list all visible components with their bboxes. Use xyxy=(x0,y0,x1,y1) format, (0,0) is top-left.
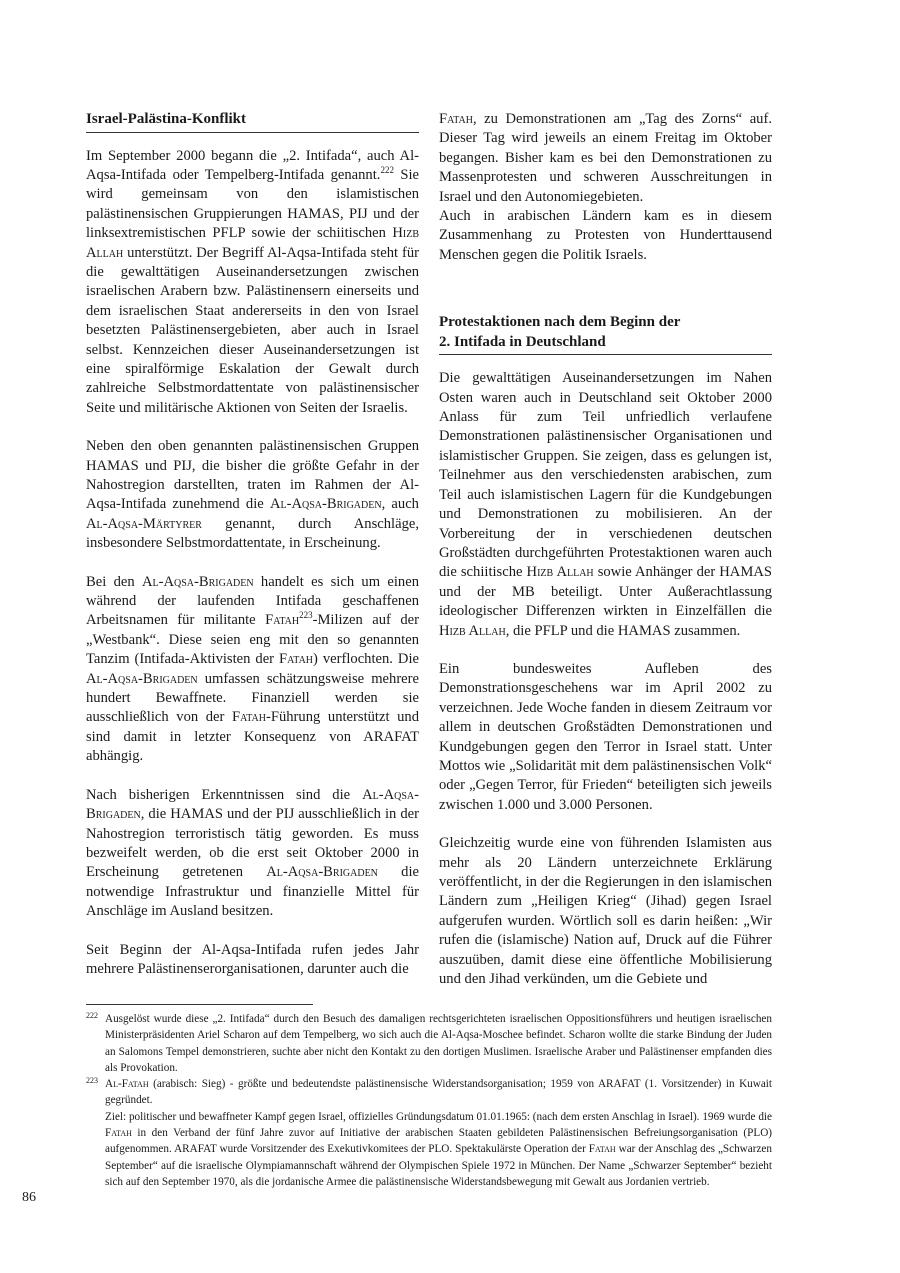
text: , die PFLP und die HAMAS zusammen. xyxy=(505,622,741,639)
text: Sie wird gemeinsam von den islamistischen palästinensischen Gruppierungen HAMAS, PIJ und der linksextremistischen PFLP sowie der schiitischen xyxy=(86,166,419,242)
organization-name: Hizb Allah xyxy=(526,564,594,581)
paragraph: Ein bundesweites Aufleben des Demonstrationsgeschehens war im April 2002 zu verzeichnen. Jede Woche fanden in diesem Zeitraum vor allem in deutschen Großstädten Demonstrationen und Kundgebungen gegen den Terror in Israel statt. Unter Mottos wie „Solidarität mit dem palästinensischen Volk“ oder „Gegen Terror, für Frieden“ beteiligten sich jeweils zwischen 1.000 und 3.000 Personen. xyxy=(439,660,772,813)
paragraph xyxy=(86,437,419,553)
text: , auch xyxy=(381,496,419,513)
paragraph xyxy=(86,573,419,767)
organization-name: Al-Aqsa-Brigaden xyxy=(266,864,378,881)
paragraph xyxy=(439,110,772,207)
footnote-reference[interactable]: 222 xyxy=(380,164,394,175)
text: ) verflochten. Die xyxy=(313,651,419,668)
text: genannt, durch Anschläge, insbesondere Selbstmordattentate, in Erscheinung. xyxy=(86,515,419,552)
heading-line: 2. Intifada in Deutschland xyxy=(439,333,606,350)
organization-name: Fatah xyxy=(265,612,300,629)
text: die notwendige Infrastruktur und finanzielle Mittel für Anschläge im Ausland besitzen. xyxy=(86,864,420,920)
text: Neben den oben genannten palästinensischen Gruppen HAMAS und PIJ, die bisher die größte Gefahr in der Nahostregion darstellten, traten im Rahmen der Al-Aqsa-Intifada zunehmend die xyxy=(86,438,419,513)
footnote-text: Ziel: politischer und bewaffneter Kampf gegen Israel, offizielles Gründungsdatum 01.01.1965: (nach dem ersten Anschlag in Israel). 1969 wurde die xyxy=(105,1110,772,1123)
organization-name: Fatah xyxy=(439,111,473,127)
paragraph xyxy=(86,147,419,419)
footnote-222 xyxy=(86,1011,772,1076)
organization-name: Hizb Allah xyxy=(86,225,419,261)
organization-name: Al-Aqsa-Brigaden xyxy=(141,573,254,590)
footnote-text: war der Anschlag des „Schwarzen September“ auf die israelische Olympiamannschaft während der Olympischen Spiele 1972 in München. Der Name „Schwarzer September“ bezieht sich auf den September 1970, als die jordanische Armee die palästinensische Widerstandsbewegung mit Gewalt aus Jordanien vertrieb. xyxy=(105,1143,772,1188)
right-column xyxy=(439,110,772,989)
footnote-reference[interactable]: 223 xyxy=(299,610,313,621)
organization-name: Al-Aqsa-Märtyrer xyxy=(86,515,202,532)
paragraph: Gleichzeitig wurde eine von führenden Islamisten aus mehr als 20 Ländern unterzeichnete Erklärung veröffentlicht, in der die Regierungen in den islamischen Ländern zum „Heiligen Krieg“ (Jihad) gegen Israel aufgerufen wurden. Wörtlich soll es darin heißen: „Wir rufen die (islamische) Nation auf, Druck auf die Führer auszuüben, damit diese eine öffentliche Mobilisierung und den Jihad verkünden, um die Gebiete und xyxy=(439,835,772,988)
footnote-223 xyxy=(86,1076,772,1190)
footnote-text: Ausgelöst wurde diese „2. Intifada“ durch den Besuch des damaligen rechtsgerichteten israelischen Oppositionsführers und heutigen israelischen Ministerpräsidenten Ariel Scharon auf dem Tempelberg, wo sich auch die Al-Aqsa-Moschee befindet. Scharon wollte die starke Bindung der Juden an Salomons Tempel demonstrieren, suchte aber nicht den Kontakt zu den dortigen Muslimen. Israelische Araber und Palästinenser empfanden dies als Provokation. xyxy=(105,1013,772,1074)
footnote-divider xyxy=(86,1004,313,1005)
text: , zu Demonstrationen am „Tag des Zorns“ auf. Dieser Tag wird jeweils an einem Freitag im Oktober begangen. Bisher kam es bei den Demonstrationen zu Massenprotesten und schweren Ausschreitungen in Israel und den Autonomiegebieten. xyxy=(439,111,772,205)
organization-name: Al-Aqsa-Brigaden xyxy=(86,670,198,687)
text: Die gewalttätigen Auseinandersetzungen im Nahen Osten waren auch in Deutschland seit Oktober 2000 Anlass für zum Teil unfriedlich verlaufene Demonstrationen palästinensischer Organisationen und islamistischer Gruppen. Sie zeigen, dass es gelungen ist, Teilnehmer aus den verschiedensten arabischen, zum Teil auch islamistischen Lagern für die Kundgebungen und Demonstrationen zu mobilisieren. An der Vorbereitung der in verschiedenen deutschen Großstädten durchgeführten Protestaktionen waren auch die schiitische xyxy=(439,370,772,581)
text: Bei den xyxy=(86,573,142,590)
paragraph xyxy=(86,786,419,922)
text: unterstützt. Der Begriff Al-Aqsa-Intifada steht für die gewalttätigen Auseinandersetzungen zwischen israelischen Arabern bzw. Palästinensern einerseits und dem israelischen Staat andererseits in den von Israel besetzten Palästinensergebieten, aber auch in Israel selbst. Kennzeichen dieser Auseinandersetzungen ist eine spiralförmige Eskalation der Gewalt durch zahlreiche Selbstmordattentate von palästinensischer Seite und militärische Aktionen von Seiten der Israelis. xyxy=(86,244,419,416)
organization-name: Fatah xyxy=(105,1127,132,1140)
organization-name: Fatah xyxy=(279,651,314,668)
text: umfassen schätzungsweise mehrere hundert Bewaffnete. Finanziell werden sie ausschließlich von der xyxy=(86,670,419,726)
left-column xyxy=(86,110,419,979)
organization-name: Al-Aqsa-Brigaden xyxy=(86,786,419,823)
text: Im September 2000 begann die „2. Intifada“, auch Al-Aqsa-Intifada oder Tempelberg-Intifada genannt. xyxy=(86,147,419,183)
text: handelt es sich um einen während der laufenden Intifada geschaffenen Arbeitsnamen für militante xyxy=(86,573,419,629)
text: -Führung unterstützt und sind damit in letzter Konsequenz von ARAFAT abhängig. xyxy=(86,709,419,765)
text: sowie Anhänger der HAMAS und der MB beteiligt. Unter Außerachtlassung ideologischer Differenzen wirkten in Einzelfällen die xyxy=(439,564,772,620)
section-heading-protest-actions xyxy=(439,313,772,355)
organization-name: Al-Fatah xyxy=(105,1078,149,1091)
organization-name: Al-Aqsa-Brigaden xyxy=(269,496,382,513)
section-heading-israel-palestine: Israel-Palästina-Konflikt xyxy=(86,110,419,133)
footnote-text: (arabisch: Sieg) - größte und bedeutendste palästinensische Widerstandsorganisation; 1959 von ARAFAT (1. Vorsitzender) in Kuwait gegründet. xyxy=(105,1078,772,1107)
text: Nach bisherigen Erkenntnissen sind die xyxy=(86,786,363,803)
footnote-mark: 223 xyxy=(86,1076,98,1086)
organization-name: Fatah xyxy=(588,1143,616,1156)
organization-name: Fatah xyxy=(232,709,266,726)
footnote-mark: 222 xyxy=(86,1011,98,1020)
paragraph: Auch in arabischen Ländern kam es in diesem Zusammenhang zu Protesten von Hunderttausend Menschen gegen die Politik Israels. xyxy=(439,208,772,263)
footnote-text: in den Verband der fünf Jahre zuvor auf Initiative der arabischen Staaten gebildeten Palästinensischen Befreiungsorganisation (PLO) aufgenommen. ARAFAT wurde Vorsitzender des Exekutivkomitees der PLO. Spektakulärste Operation der xyxy=(105,1127,772,1156)
text: -Milizen auf der „Westbank“. Diese seien eng mit den so genannten Tanzim (Intifada-Aktivisten der xyxy=(86,612,419,668)
page-number: 86 xyxy=(22,1190,36,1205)
footnotes xyxy=(86,1004,772,1190)
organization-name: Hizb Allah xyxy=(439,622,506,639)
heading-line: Protestaktionen nach dem Beginn der xyxy=(439,314,681,331)
text: , die HAMAS und der PIJ ausschließlich in der Nahostregion terroristisch tätig geworden. Es muss bezweifelt werden, ob die erst seit Oktober 2000 in Erscheinung getretenen xyxy=(86,806,419,881)
paragraph: Seit Beginn der Al-Aqsa-Intifada rufen jedes Jahr mehrere Palästinenserorganisationen, darunter auch die xyxy=(86,941,419,977)
paragraph xyxy=(439,369,772,641)
